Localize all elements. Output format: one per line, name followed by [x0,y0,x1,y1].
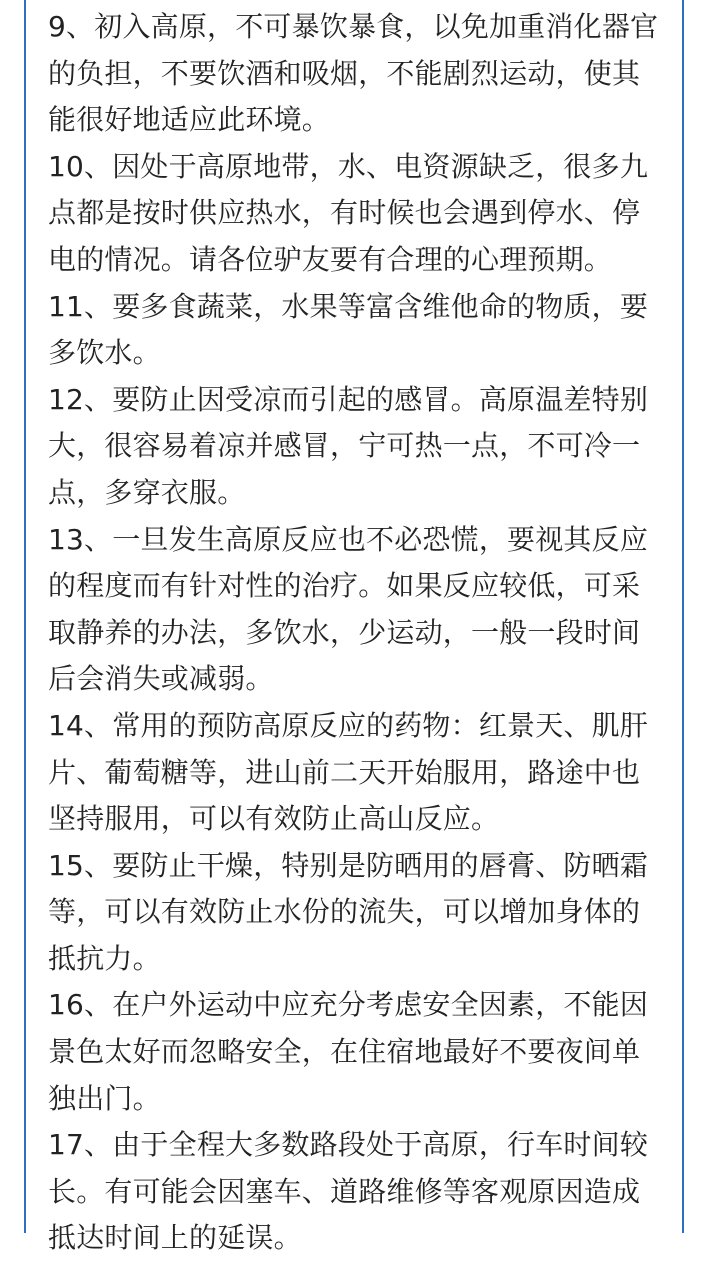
tip-item-17: 17、由于全程大多数路段处于高原，行车时间较长。有可能会因塞车、道路维修等客观原因造成抵达时间上的延误。 [48,1128,649,1255]
tips-list [48,4,664,1262]
tip-item-14: 14、常用的预防高原反应的药物：红景天、肌肝片、葡萄糖等，进山前二天开始服用，路途中也坚持服用，可以有效防止高山反应。 [48,708,649,836]
tip-item-13: 13、一旦发生高原反应也不必恐慌，要视其反应的程度而有针对性的治疗。如果反应较低，可采取静养的办法，多饮水，少运动，一般一段时间后会消失或减弱。 [48,522,649,696]
tip-item-10: 10、因处于高原地带，水、电资源缺乏，很多九点都是按时供应热水，有时候也会遇到停水、停电的情况。请各位驴友要有合理的心理预期。 [48,149,649,276]
tip-item-9: 9、初入高原，不可暴饮暴食，以免加重消化器官的负担，不要饮酒和吸烟，不能剧烈运动，使其能很好地适应此环境。 [48,10,659,137]
tip-item-15: 15、要防止干燥，特别是防晒用的唇膏、防晒霜等，可以有效防止水份的流失，可以增加身体的抵抗力。 [48,848,649,975]
tip-item-12: 12、要防止因受凉而引起的感冒。高原温差特别大，很容易着凉并感冒，宁可热一点，不可冷一点，多穿衣服。 [48,382,649,509]
tip-item-16: 16、在户外运动中应充分考虑安全因素，不能因景色太好而忽略安全，在住宿地最好不要夜间单独出门。 [48,988,649,1115]
tip-item-11: 11、要多食蔬菜，水果等富含维他命的物质，要多饮水。 [48,289,649,370]
